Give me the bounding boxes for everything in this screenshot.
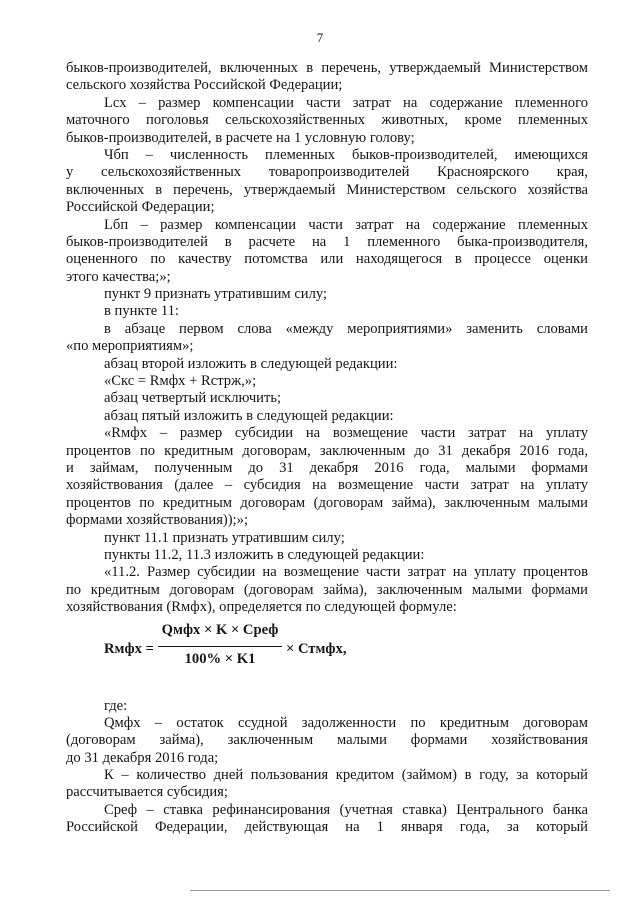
text-line: абзац четвертый исключить; [104,390,282,407]
text-line: хозяйствования (далее – субсидия на возмещение части затрат на уплату [66,477,588,494]
text-line: «11.2. Размер субсидии на возмещение части затрат на уплату процентов [104,564,588,581]
text-line: «Rмфх – размер субсидии на возмещение части затрат на уплату [104,425,588,442]
text-line: процентов по кредитным договорам, заключенным до 31 декабря 2016 года, [66,442,588,459]
formula-denominator: 100% × K1 [184,650,256,667]
footer-rule [190,890,610,891]
text-line: быков-производителей, включенных в перечень, утверждаемый Министерством [66,60,588,76]
text-line: пункты 11.2, 11.3 изложить в следующей редакции: [104,546,425,563]
text-line: процентов по кредитным договорам (договорам займа), заключенным малыми [66,494,588,511]
fraction-bar [158,646,282,647]
text-line: быков-производителей, в расчете на 1 условную голову; [66,129,415,146]
text-line: абзац пятый изложить в следующей редакции: [104,407,394,424]
text-line: у сельскохозяйственных товаропроизводителей Красноярского края, [66,164,588,181]
text-line: «по мероприятиям»; [66,338,194,355]
page-number: 7 [316,30,324,45]
text-line: Чбп – численность племенных быков-производителей, имеющихся [104,146,588,163]
text-line: включенных в перечень, утверждаемый Министерством сельского хозяйства [66,181,588,198]
text-line: в пункте 11: [104,303,179,320]
text-line: оцененного по качеству потомства или находящегося в процессе оценки [66,251,588,268]
text-block-before-formula [66,60,588,617]
text-line: Российской Федерации, действующая на 1 января года, за который [66,819,588,836]
text-line: формами хозяйствования));»; [66,512,249,529]
formula-multiplier: × Стмфх, [286,640,347,657]
text-line: по кредитным договорам (договорам займа), заключенным малыми формами [66,581,588,598]
text-line: в абзаце первом слова «между мероприятиями» заменить словами [104,320,588,337]
formula-label: Rмфх = [104,640,154,657]
text-line: рассчитывается субсидия; [66,784,228,801]
text-block-after-formula [66,698,588,837]
text-line: где: [104,697,128,714]
text-line: и займам, полученным до 31 декабря 2016 года, малыми формами [66,459,588,476]
formula-rmfh [66,622,588,690]
text-line: Российской Федерации; [66,199,215,216]
text-line: Среф – ставка рефинансирования (учетная ставка) Центрального банка [104,801,588,818]
text-line: (договорам займа), заключенным малыми формами хозяйствования [66,732,588,749]
text-line: этого качества;»; [66,268,171,285]
text-line: Lбп – размер компенсации части затрат на содержание племенных [104,216,588,233]
text-line: пункт 9 признать утратившим силу; [104,286,328,303]
formula-fraction [158,622,282,671]
text-line: пункт 11.1 признать утратившим силу; [104,529,345,546]
document-body [66,60,588,837]
text-line: маточного поголовья сельскохозяйственных животных, кроме племенных [66,112,588,129]
text-line: Qмфх – остаток ссудной задолженности по кредитным договорам [104,714,588,731]
text-line: до 31 декабря 2016 года; [66,749,219,766]
text-line: сельского хозяйства Российской Федерации; [66,77,343,94]
text-line: быков-производителей в расчете на 1 племенного быка-производителя, [66,233,588,250]
text-line: Lсх – размер компенсации части затрат на содержание племенного [104,94,588,111]
text-line: хозяйствования (Rмфх), определяется по следующей формуле: [66,599,457,616]
text-line: абзац второй изложить в следующей редакции: [104,355,398,372]
text-line: «Скс = Rмфх + Rстрж,»; [104,373,257,390]
formula-numerator: Qмфх × K × Среф [161,621,279,638]
text-line: К – количество дней пользования кредитом (займом) в году, за который [104,767,588,784]
